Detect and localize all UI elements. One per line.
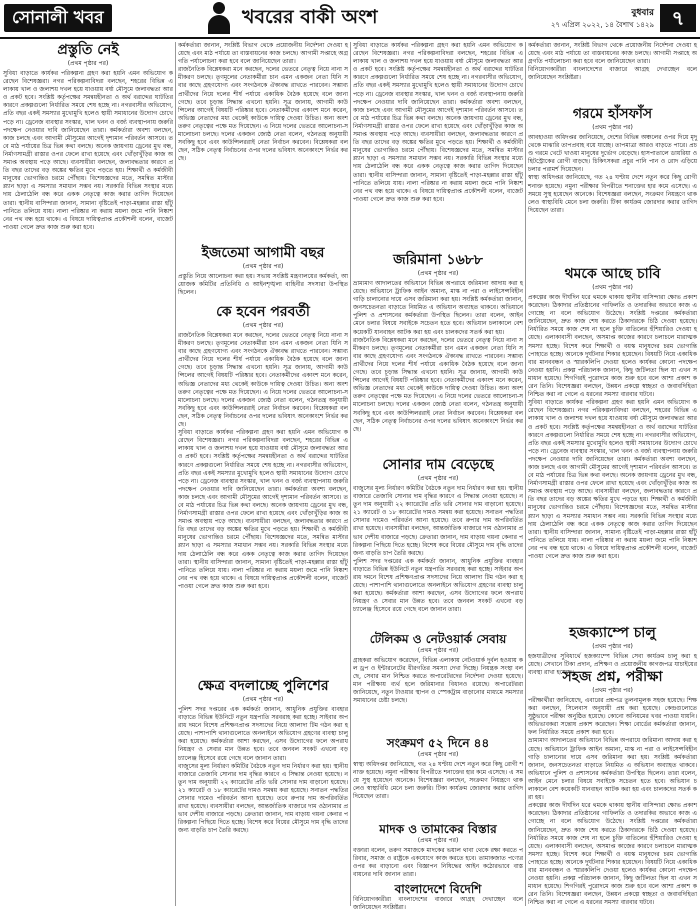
article-body: পরীক্ষার্থীরা জানিয়েছে, এবারের প্রশ্নপত্র তুলনামূলক সহজ হয়েছে। শিক্ষকরা বলছেন, সিলেবাস অনুযায়ী প্রশ্ন করা হয়েছে। কেন্দ্রগুলোতে সুষ্ঠুভাবে পরীক্ষা অনুষ্ঠিত হয়েছে। কোনো অনিয়মের খবর পাওয়া যায়নি। অভিভাবকরা সন্তোষ প্রকাশ করেছেন। শিক্ষা বোর্ডের কর্মকর্তারা জানান, ফল নির্ধারিত সময়ে প্রকাশ করা হবে। [528, 697, 697, 737]
article-continuation [528, 42, 697, 102]
article-body: হজযাত্রীদের সুবিধার্থে হজক্যাম্পে বিভিন্ন সেবা কার্যক্রম চালু করা হয়েছে। সেখানে টিকা প্রদান, প্রশিক্ষণ ও প্রয়োজনীয় কাগজপত্র যাচাইয়ের ব্যবস্থা রাখা হয়েছে। [528, 653, 697, 677]
article-body: কর্মকর্তারা জানান, সংশ্লিষ্ট বিভাগ থেকে প্রয়োজনীয় নির্দেশনা দেওয়া হয়েছে এবং মাঠ পর্যায়ে তা বাস্তবায়নের কাজ চলছে। আগামী সপ্তাহে অগ্রগতি পর্যালোচনা করা হবে বলে জানিয়েছেন তারা। [528, 42, 697, 66]
article-body: সুবিধা বাড়াতে কার্যকর পরিকল্পনা গ্রহণ করা হয়নি এমন অভিযোগ করেছেন বিশেষজ্ঞরা। নগর পরিকল্পনাবিদরা বলছেন, শহরের বিভিন্ন এলাকায় খাল ও জলাশয় দখল হয়ে যাওয়ায় বর্ষা মৌসুমে জলাবদ্ধতা আরও প্রকট হবে। সংশ্লিষ্ট কর্তৃপক্ষের সমন্বয়হীনতা ও অর্থ বরাদ্দের ঘাটতির কারণে প্রকল্পগুলো নির্ধারিত সময়ে শেষ হচ্ছে না। নগরবাসীর অভিযোগ, প্রতি বছর একই সমস্যার মুখোমুখি হলেও স্থায়ী সমাধানের উদ্যোগ চোখে পড়ে না। ড্রেনেজ ব্যবস্থার সংস্কার, খাল খনন ও বর্জ্য ব্যবস্থাপনায় জরুরি পদক্ষেপ নেওয়ার দাবি জানিয়েছেন তারা। কর্মকর্তারা অবশ্য বলছেন, কাজ চলছে এবং আগামী মৌসুমের আগেই দৃশ্যমান পরিবর্তন আসবে। তবে মাঠ পর্যায়ের চিত্র ভিন্ন কথা বলছে। অনেক জায়গায় ড্রেনের মুখ বন্ধ, নির্মাণসামগ্রী রাস্তার ওপর ফেলে রাখা হয়েছে এবং খোঁড়াখুঁড়ির কাজ অসমাপ্ত অবস্থায় পড়ে আছে। ব্যবসায়ীরা বলছেন, জলাবদ্ধতার কারণে প্রতি বছর তাদের বড় অঙ্কের ক্ষতির মুখে পড়তে হয়। শিক্ষার্থী ও কর্মজীবী মানুষের ভোগান্তিও চরমে পৌঁছায়। বিশেষজ্ঞদের মতে, সমন্বিত মাস্টারপ্ল্যান ছাড়া এ সমস্যার সমাধান সম্ভব নয়। সরকারি বিভিন্ন সংস্থার মধ্যে দায় ঠেলাঠেলি বন্ধ করে একক নেতৃত্বে কাজ করার তাগিদ দিয়েছেন তারা। স্থানীয় বাসিন্দারা জানান, সামান্য বৃষ্টিতেই পাড়া-মহল্লার রাস্তা হাঁটু পানিতে তলিয়ে যায়। নালা পরিষ্কার না করায় ময়লা জমে পানি নিষ্কাশনের পথ বন্ধ হয়ে থাকে। এ বিষয়ে দায়িত্বপ্রাপ্ত প্রকৌশলী বলেন, বাজেট পাওয়া গেলে দ্রুত কাজ শুরু করা হবে। [353, 42, 523, 203]
article-credit: (প্রথম পৃষ্ঠার পর) [592, 124, 633, 131]
article-body: কর্মকর্তারা জানান, সংশ্লিষ্ট বিভাগ থেকে প্রয়োজনীয় নির্দেশনা দেওয়া হয়েছে এবং মাঠ পর্যায়ে তা বাস্তবায়নের কাজ চলছে। আগামী সপ্তাহে অগ্রগতি পর্যালোচনা করা হবে বলে জানিয়েছেন তারা। [178, 42, 348, 66]
article-continuation [178, 42, 348, 242]
article-credit: (প্রথম পৃষ্ঠার পর) [67, 60, 109, 67]
article-headline: জরিমানা ১৬৮৮ [393, 252, 483, 268]
article-morone [353, 736, 523, 818]
column-3 [353, 42, 523, 912]
article-body: রাজনৈতিক বিশ্লেষকরা মনে করছেন, দলের ভেতরে নেতৃত্ব নিয়ে নানা সমীকরণ চলছে। তৃণমূলের নেতাকর্মীরা চান এমন একজন নেতা যিনি সবার কাছে গ্রহণযোগ্য এবং সংগঠনকে ঐক্যবদ্ধ রাখতে পারবেন। সম্ভাব্য প্রার্থীদের নিয়ে দলের শীর্ষ পর্যায়ে একাধিক বৈঠক হয়েছে বলে জানা গেছে। তবে চূড়ান্ত সিদ্ধান্ত এখনো হয়নি। সূত্র জানায়, আগামী কাউন্সিলের আগেই বিষয়টি পরিষ্কার হবে। নেতাকর্মীদের একাংশ মনে করেন, অভিজ্ঞ নেতাদের মধ্য থেকেই কাউকে দায়িত্ব দেওয়া উচিত। অন্য অংশ তরুণ নেতৃত্বের পক্ষে মত দিয়েছেন। এ নিয়ে দলের ভেতরে আলোচনা-সমালোচনা চলছে। দলের একজন জ্যেষ্ঠ নেতা বলেন, গঠনতন্ত্র অনুযায়ী সবকিছু হবে এবং কাউন্সিলররাই নেতা নির্বাচন করবেন। বিশ্লেষকরা বলছেন, সঠিক নেতৃত্ব নির্বাচনের ওপর দলের ভবিষ্যৎ অনেকাংশে নির্ভর করছে। [178, 332, 348, 429]
article-body: বিনিয়োগকারীরা বাংলাদেশের বাজারে আগ্রহ দেখাচ্ছেন বলে জানিয়েছেন সংশ্লিষ্টরা। [353, 896, 523, 912]
issue-day: বুধবার [631, 8, 654, 18]
article-headline: টেলিকম ও নেটওয়ার্ক সেবায় [369, 632, 507, 646]
article-headline: ইজতেমা আগামী বছর [201, 245, 325, 261]
article-bangladesh-bidesh [353, 882, 523, 912]
article-ijtema [178, 245, 348, 301]
article-headline: বাংলাদেশে বিদেশি [394, 882, 482, 896]
article-body: বাজুসের মূল্য নির্ধারণ কমিটির বৈঠকে নতুন দাম নির্ধারণ করা হয়। স্থানীয় বাজারে তেজাবি সোনার দাম বৃদ্ধির কারণে এ সিদ্ধান্ত নেওয়া হয়েছে। নতুন দাম অনুযায়ী ২২ ক্যারেটের প্রতি ভরি সোনার দাম বাড়ানো হয়েছে। ২১ ক্যারেট ও ১৮ ক্যারেটের দামও সমন্বয় করা হয়েছে। সনাতন পদ্ধতির সোনার দামেও পরিবর্তন আনা হয়েছে। তবে রুপার দাম অপরিবর্তিত রাখা হয়েছে। ব্যবসায়ীরা বলছেন, আন্তর্জাতিক বাজারে দাম ওঠানামার প্রভাব দেশীয় বাজারে পড়ছে। ক্রেতারা জানান, দাম বাড়ায় গয়না কেনার পরিকল্পনা পিছিয়ে দিতে হচ্ছে। বিশেষ করে বিয়ের মৌসুমে দাম বৃদ্ধি তাদের জন্য বাড়তি চাপ তৈরি করছে। [178, 762, 348, 835]
article-body: পুলিশ সদর দপ্তরের এক কর্মকর্তা জানান, আধুনিক প্রযুক্তির ব্যবহার বাড়াতে বিভিন্ন ইউনিটে নতুন যন্ত্রপাতি সরবরাহ করা হচ্ছে। সাইবার অপরাধ দমনে বিশেষ প্রশিক্ষণপ্রাপ্ত সদস্যদের নিয়ে আলাদা টিম গঠন করা হয়েছে। পাশাপাশি থানাগুলোতে অনলাইনে অভিযোগ গ্রহণের ব্যবস্থা চালু করা হয়েছে। কর্মকর্তারা আশা করছেন, এসব উদ্যোগের ফলে অপরাধ নিয়ন্ত্রণ ও সেবার মান উন্নত হবে। তবে জনবল সংকট এখনো বড় চ্যালেঞ্জ হিসেবে রয়ে গেছে বলে জানান তারা। [178, 706, 348, 762]
article-police [178, 678, 348, 906]
masthead-rule [0, 37, 700, 39]
article-headline: ক্ষেত্র বদলাচ্ছে পুলিশের [197, 678, 329, 694]
article-headline: সংক্রমণ ৫২ দিনে ৪৪ [386, 736, 490, 750]
article-continuation [353, 42, 523, 247]
column-4 [528, 42, 697, 906]
article-headline: সহজ প্রশ্ন, পরীক্ষা [562, 669, 663, 685]
article-jorimana [353, 252, 523, 452]
article-headline: সোনার দাম বেড়েছে [382, 457, 494, 473]
article-body: সুবিধা বাড়াতে কার্যকর পরিকল্পনা গ্রহণ করা হয়নি এমন অভিযোগ করেছেন বিশেষজ্ঞরা। নগর পরিকল্পনাবিদরা বলছেন, শহরের বিভিন্ন এলাকায় খাল ও জলাশয় দখল হয়ে যাওয়ায় বর্ষা মৌসুমে জলাবদ্ধতা আরও প্রকট হবে। সংশ্লিষ্ট কর্তৃপক্ষের সমন্বয়হীনতা ও অর্থ বরাদ্দের ঘাটতির কারণে প্রকল্পগুলো নির্ধারিত সময়ে শেষ হচ্ছে না। নগরবাসীর অভিযোগ, প্রতি বছর একই সমস্যার মুখোমুখি হলেও স্থায়ী সমাধানের উদ্যোগ চোখে পড়ে না। ড্রেনেজ ব্যবস্থার সংস্কার, খাল খনন ও বর্জ্য ব্যবস্থাপনায় জরুরি পদক্ষেপ নেওয়ার দাবি জানিয়েছেন তারা। কর্মকর্তারা অবশ্য বলছেন, কাজ চলছে এবং আগামী মৌসুমের আগেই দৃশ্যমান পরিবর্তন আসবে। তবে মাঠ পর্যায়ের চিত্র ভিন্ন কথা বলছে। অনেক জায়গায় ড্রেনের মুখ বন্ধ, নির্মাণসামগ্রী রাস্তার ওপর ফেলে রাখা হয়েছে এবং খোঁড়াখুঁড়ির কাজ অসমাপ্ত অবস্থায় পড়ে আছে। ব্যবসায়ীরা বলছেন, জলাবদ্ধতার কারণে প্রতি বছর তাদের বড় অঙ্কের ক্ষতির মুখে পড়তে হয়। শিক্ষার্থী ও কর্মজীবী মানুষের ভোগান্তিও চরমে পৌঁছায়। বিশেষজ্ঞদের মতে, সমন্বিত মাস্টারপ্ল্যান ছাড়া এ সমস্যার সমাধান সম্ভব নয়। সরকারি বিভিন্ন সংস্থার মধ্যে দায় ঠেলাঠেলি বন্ধ করে একক নেতৃত্বে কাজ করার তাগিদ দিয়েছেন তারা। স্থানীয় বাসিন্দারা জানান, সামান্য বৃষ্টিতেই পাড়া-মহল্লার রাস্তা হাঁটু পানিতে তলিয়ে যায়। নালা পরিষ্কার না করায় ময়লা জমে পানি নিষ্কাশনের পথ বন্ধ হয়ে থাকে। এ বিষয়ে দায়িত্বপ্রাপ্ত প্রকৌশলী বলেন, বাজেট পাওয়া গেলে দ্রুত কাজ শুরু করা হবে। [528, 399, 697, 560]
article-body: গ্রাহকরা অভিযোগ করেছেন, বিভিন্ন এলাকায় নেটওয়ার্ক দুর্বল হওয়ায় কল ড্রপ ও ইন্টারনেটের ধীরগতির সমস্যা দেখা দিচ্ছে। নিয়ন্ত্রক সংস্থা বলছে, সেবার মান নিশ্চিত করতে অপারেটরদের নির্দেশনা দেওয়া হয়েছে। মান পরীক্ষায় ব্যর্থ হলে জরিমানার বিধানও রয়েছে। অপারেটররা জানিয়েছে, নতুন টাওয়ার স্থাপন ও স্পেকট্রাম বাড়ানোর মাধ্যমে সমস্যার সমাধানের চেষ্টা চলছে। [353, 657, 523, 705]
article-headline: প্রস্তুতি নেই [57, 42, 119, 58]
person-silhouette-icon [206, 2, 232, 34]
article-thomke [528, 266, 697, 621]
article-credit: (প্রথম পৃষ্ঠার পর) [592, 284, 633, 291]
issue-date: ২৭ এপ্রিল ২০২২, ১৪ বৈশাখ ১৪২৯ [550, 21, 654, 29]
column-divider [525, 42, 526, 906]
section-title: খবরের বাকী অংশ [242, 6, 378, 28]
article-credit: (প্রথম পৃষ্ঠার পর) [592, 643, 633, 650]
article-ke-hoben [178, 304, 348, 674]
article-body: বিনিয়োগকারীরা বাংলাদেশের বাজারে আগ্রহ দেখাচ্ছেন বলে জানিয়েছেন সংশ্লিষ্টরা। [528, 66, 697, 82]
newspaper-logo: সোনালী খবর [4, 4, 112, 32]
article-credit: (প্রথম পৃষ্ঠার পর) [417, 270, 459, 277]
article-body: রাজনৈতিক বিশ্লেষকরা মনে করছেন, দলের ভেতরে নেতৃত্ব নিয়ে নানা সমীকরণ চলছে। তৃণমূলের নেতাকর্মীরা চান এমন একজন নেতা যিনি সবার কাছে গ্রহণযোগ্য এবং সংগঠনকে ঐক্যবদ্ধ রাখতে পারবেন। সম্ভাব্য প্রার্থীদের নিয়ে দলের শীর্ষ পর্যায়ে একাধিক বৈঠক হয়েছে বলে জানা গেছে। তবে চূড়ান্ত সিদ্ধান্ত এখনো হয়নি। সূত্র জানায়, আগামী কাউন্সিলের আগেই বিষয়টি পরিষ্কার হবে। নেতাকর্মীদের একাংশ মনে করেন, অভিজ্ঞ নেতাদের মধ্য থেকেই কাউকে দায়িত্ব দেওয়া উচিত। অন্য অংশ তরুণ নেতৃত্বের পক্ষে মত দিয়েছেন। এ নিয়ে দলের ভেতরে আলোচনা-সমালোচনা চলছে। দলের একজন জ্যেষ্ঠ নেতা বলেন, গঠনতন্ত্র অনুযায়ী সবকিছু হবে এবং কাউন্সিলররাই নেতা নির্বাচন করবেন। বিশ্লেষকরা বলছেন, সঠিক নেতৃত্ব নির্বাচনের ওপর দলের ভবিষ্যৎ অনেকাংশে নির্ভর করছে। [353, 336, 523, 433]
article-headline: মাদক ও তামাকের বিস্তার [379, 822, 497, 836]
article-credit: (প্রথম পৃষ্ঠার পর) [417, 475, 459, 482]
article-body: বাজুসের মূল্য নির্ধারণ কমিটির বৈঠকে নতুন দাম নির্ধারণ করা হয়। স্থানীয় বাজারে তেজাবি সোনার দাম বৃদ্ধির কারণে এ সিদ্ধান্ত নেওয়া হয়েছে। নতুন দাম অনুযায়ী ২২ ক্যারেটের প্রতি ভরি সোনার দাম বাড়ানো হয়েছে। ২১ ক্যারেট ও ১৮ ক্যারেটের দামও সমন্বয় করা হয়েছে। সনাতন পদ্ধতির সোনার দামেও পরিবর্তন আনা হয়েছে। তবে রুপার দাম অপরিবর্তিত রাখা হয়েছে। ব্যবসায়ীরা বলছেন, আন্তর্জাতিক বাজারে দাম ওঠানামার প্রভাব দেশীয় বাজারে পড়ছে। ক্রেতারা জানান, দাম বাড়ায় গয়না কেনার পরিকল্পনা পিছিয়ে দিতে হচ্ছে। বিশেষ করে বিয়ের মৌসুমে দাম বৃদ্ধি তাদের জন্য বাড়তি চাপ তৈরি করছে। [353, 485, 523, 557]
article-body: প্রস্তুতি নিয়ে আলোচনা করা হয়। সভায় সংশ্লিষ্ট মন্ত্রণালয়ের কর্মকর্তা, আয়োজক কমিটির প্রতিনিধি ও আইনশৃঙ্খলা বাহিনীর সদস্যরা উপস্থিত ছিলেন। [178, 273, 348, 297]
article-shonar-dam [353, 457, 523, 627]
article-headline: হজক্যাম্পে চালু [569, 625, 656, 641]
article-credit: (প্রথম পৃষ্ঠার পর) [417, 837, 459, 844]
article-gorom [528, 106, 697, 261]
article-credit: (প্রথম পৃষ্ঠার পর) [417, 751, 459, 758]
article-credit: (প্রথম পৃষ্ঠার পর) [242, 696, 284, 703]
article-headline: থমকে আছে চাবি [564, 266, 661, 282]
article-body: প্রকল্পের কাজ দীর্ঘদিন ধরে থমকে থাকায় স্থানীয় বাসিন্দারা ক্ষোভ প্রকাশ করেছেন। ঠিকাদার প্রতিষ্ঠানের গাফিলতি ও তদারকির অভাবে কাজ এগোচ্ছে না বলে অভিযোগ উঠেছে। সংশ্লিষ্ট দপ্তরের কর্মকর্তারা জানিয়েছেন, দ্রুত কাজ শেষ করতে ঠিকাদারকে চিঠি দেওয়া হয়েছে। নির্ধারিত সময়ে কাজ শেষ না হলে চুক্তি বাতিলের হুঁশিয়ারিও দেওয়া হয়েছে। এলাকাবাসী বলছেন, অসমাপ্ত কাজের কারণে চলাচলে মারাত্মক সমস্যা হচ্ছে। বিশেষ করে শিক্ষার্থী ও বয়স্ক মানুষদের চরম ভোগান্তি পোহাতে হচ্ছে। অনেকে দুর্ঘটনার শিকার হয়েছেন। বিষয়টি নিয়ে একাধিকবার মানববন্ধন ও স্মারকলিপি দেওয়া হলেও কার্যকর কোনো পদক্ষেপ নেওয়া হয়নি। প্রকল্প পরিচালক জানান, কিছু জটিলতা ছিল যা এখন সমাধান হয়েছে। শিগগিরই পুরোদমে কাজ শুরু হবে বলে আশা প্রকাশ করেন তিনি। বিশেষজ্ঞরা বলছেন, উন্নয়ন প্রকল্পে স্বচ্ছতা ও জবাবদিহিতা নিশ্চিত করা না গেলে এ ধরনের সমস্যা বারবার ঘটবে। [528, 294, 697, 399]
article-body: বক্তারা বলেন, তরুণ সমাজকে মাদকের ভয়াল থাবা থেকে রক্ষা করতে পরিবার, সমাজ ও রাষ্ট্রকে একযোগে কাজ করতে হবে। তামাকজাত পণ্যের ওপর কর বাড়ানো এবং বিজ্ঞাপন নিষিদ্ধের আইন কঠোরভাবে বাস্তবায়নের দাবি জানান তারা। [353, 847, 523, 879]
column-divider [175, 42, 176, 906]
article-body: সুবিধা বাড়াতে কার্যকর পরিকল্পনা গ্রহণ করা হয়নি এমন অভিযোগ করেছেন বিশেষজ্ঞরা। নগর পরিকল্পনাবিদরা বলছেন, শহরের বিভিন্ন এলাকায় খাল ও জলাশয় দখল হয়ে যাওয়ায় বর্ষা মৌসুমে জলাবদ্ধতা আরও প্রকট হবে। সংশ্লিষ্ট কর্তৃপক্ষের সমন্বয়হীনতা ও অর্থ বরাদ্দের ঘাটতির কারণে প্রকল্পগুলো নির্ধারিত সময়ে শেষ হচ্ছে না। নগরবাসীর অভিযোগ, প্রতি বছর একই সমস্যার মুখোমুখি হলেও স্থায়ী সমাধানের উদ্যোগ চোখে পড়ে না। ড্রেনেজ ব্যবস্থার সংস্কার, খাল খনন ও বর্জ্য ব্যবস্থাপনায় জরুরি পদক্ষেপ নেওয়ার দাবি জানিয়েছেন তারা। কর্মকর্তারা অবশ্য বলছেন, কাজ চলছে এবং আগামী মৌসুমের আগেই দৃশ্যমান পরিবর্তন আসবে। তবে মাঠ পর্যায়ের চিত্র ভিন্ন কথা বলছে। অনেক জায়গায় ড্রেনের মুখ বন্ধ, নির্মাণসামগ্রী রাস্তার ওপর ফেলে রাখা হয়েছে এবং খোঁড়াখুঁড়ির কাজ অসমাপ্ত অবস্থায় পড়ে আছে। ব্যবসায়ীরা বলছেন, জলাবদ্ধতার কারণে প্রতি বছর তাদের বড় অঙ্কের ক্ষতির মুখে পড়তে হয়। শিক্ষার্থী ও কর্মজীবী মানুষের ভোগান্তিও চরমে পৌঁছায়। বিশেষজ্ঞদের মতে, সমন্বিত মাস্টারপ্ল্যান ছাড়া এ সমস্যার সমাধান সম্ভব নয়। সরকারি বিভিন্ন সংস্থার মধ্যে দায় ঠেলাঠেলি বন্ধ করে একক নেতৃত্বে কাজ করার তাগিদ দিয়েছেন তারা। স্থানীয় বাসিন্দারা জানান, সামান্য বৃষ্টিতেই পাড়া-মহল্লার রাস্তা হাঁটু পানিতে তলিয়ে যায়। নালা পরিষ্কার না করায় ময়লা জমে পানি নিষ্কাশনের পথ বন্ধ হয়ে থাকে। এ বিষয়ে দায়িত্বপ্রাপ্ত প্রকৌশলী বলেন, বাজেট পাওয়া গেলে দ্রুত কাজ শুরু করা হবে। [178, 429, 348, 590]
masthead [0, 0, 700, 36]
article-telecom [353, 632, 523, 732]
column-divider [350, 42, 351, 906]
page-number: ৭ [660, 4, 696, 32]
article-body: সুবিধা বাড়াতে কার্যকর পরিকল্পনা গ্রহণ করা হয়নি এমন অভিযোগ করেছেন বিশেষজ্ঞরা। নগর পরিকল্পনাবিদরা বলছেন, শহরের বিভিন্ন এলাকায় খাল ও জলাশয় দখল হয়ে যাওয়ায় বর্ষা মৌসুমে জলাবদ্ধতা আরও প্রকট হবে। সংশ্লিষ্ট কর্তৃপক্ষের সমন্বয়হীনতা ও অর্থ বরাদ্দের ঘাটতির কারণে প্রকল্পগুলো নির্ধারিত সময়ে শেষ হচ্ছে না। নগরবাসীর অভিযোগ, প্রতি বছর একই সমস্যার মুখোমুখি হলেও স্থায়ী সমাধানের উদ্যোগ চোখে পড়ে না। ড্রেনেজ ব্যবস্থার সংস্কার, খাল খনন ও বর্জ্য ব্যবস্থাপনায় জরুরি পদক্ষেপ নেওয়ার দাবি জানিয়েছেন তারা। কর্মকর্তারা অবশ্য বলছেন, কাজ চলছে এবং আগামী মৌসুমের আগেই দৃশ্যমান পরিবর্তন আসবে। তবে মাঠ পর্যায়ের চিত্র ভিন্ন কথা বলছে। অনেক জায়গায় ড্রেনের মুখ বন্ধ, নির্মাণসামগ্রী রাস্তার ওপর ফেলে রাখা হয়েছে এবং খোঁড়াখুঁড়ির কাজ অসমাপ্ত অবস্থায় পড়ে আছে। ব্যবসায়ীরা বলছেন, জলাবদ্ধতার কারণে প্রতি বছর তাদের বড় অঙ্কের ক্ষতির মুখে পড়তে হয়। শিক্ষার্থী ও কর্মজীবী মানুষের ভোগান্তিও চরমে পৌঁছায়। বিশেষজ্ঞদের মতে, সমন্বিত মাস্টারপ্ল্যান ছাড়া এ সমস্যার সমাধান সম্ভব নয়। সরকারি বিভিন্ন সংস্থার মধ্যে দায় ঠেলাঠেলি বন্ধ করে একক নেতৃত্বে কাজ করার তাগিদ দিয়েছেন তারা। স্থানীয় বাসিন্দারা জানান, সামান্য বৃষ্টিতেই পাড়া-মহল্লার রাস্তা হাঁটু পানিতে তলিয়ে যায়। নালা পরিষ্কার না করায় ময়লা জমে পানি নিষ্কাশনের পথ বন্ধ হয়ে থাকে। এ বিষয়ে দায়িত্বপ্রাপ্ত প্রকৌশলী বলেন, বাজেট পাওয়া গেলে দ্রুত কাজ শুরু করা হবে। [3, 70, 173, 231]
article-credit: (প্রথম পৃষ্ঠার পর) [242, 322, 284, 329]
article-body: পুলিশ সদর দপ্তরের এক কর্মকর্তা জানান, আধুনিক প্রযুক্তির ব্যবহার বাড়াতে বিভিন্ন ইউনিটে নতুন যন্ত্রপাতি সরবরাহ করা হচ্ছে। সাইবার অপরাধ দমনে বিশেষ প্রশিক্ষণপ্রাপ্ত সদস্যদের নিয়ে আলাদা টিম গঠন করা হয়েছে। পাশাপাশি থানাগুলোতে অনলাইনে অভিযোগ গ্রহণের ব্যবস্থা চালু করা হয়েছে। কর্মকর্তারা আশা করছেন, এসব উদ্যোগের ফলে অপরাধ নিয়ন্ত্রণ ও সেবার মান উন্নত হবে। তবে জনবল সংকট এখনো বড় চ্যালেঞ্জ হিসেবে রয়ে গেছে বলে জানান তারা। [353, 557, 523, 614]
article-body: প্রকল্পের কাজ দীর্ঘদিন ধরে থমকে থাকায় স্থানীয় বাসিন্দারা ক্ষোভ প্রকাশ করেছেন। ঠিকাদার প্রতিষ্ঠানের গাফিলতি ও তদারকির অভাবে কাজ এগোচ্ছে না বলে অভিযোগ উঠেছে। সংশ্লিষ্ট দপ্তরের কর্মকর্তারা জানিয়েছেন, দ্রুত কাজ শেষ করতে ঠিকাদারকে চিঠি দেওয়া হয়েছে। নির্ধারিত সময়ে কাজ শেষ না হলে চুক্তি বাতিলের হুঁশিয়ারিও দেওয়া হয়েছে। এলাকাবাসী বলছেন, অসমাপ্ত কাজের কারণে চলাচলে মারাত্মক সমস্যা হচ্ছে। বিশেষ করে শিক্ষার্থী ও বয়স্ক মানুষদের চরম ভোগান্তি পোহাতে হচ্ছে। অনেকে দুর্ঘটনার শিকার হয়েছেন। বিষয়টি নিয়ে একাধিকবার মানববন্ধন ও স্মারকলিপি দেওয়া হলেও কার্যকর কোনো পদক্ষেপ নেওয়া হয়নি। প্রকল্প পরিচালক জানান, কিছু জটিলতা ছিল যা এখন সমাধান হয়েছে। শিগগিরই পুরোদমে কাজ শুরু হবে বলে আশা প্রকাশ করেন তিনি। বিশেষজ্ঞরা বলছেন, উন্নয়ন প্রকল্পে স্বচ্ছতা ও জবাবদিহিতা নিশ্চিত করা না গেলে এ ধরনের সমস্যা বারবার ঘটবে। [528, 802, 697, 907]
article-credit: (প্রথম পৃষ্ঠার পর) [417, 647, 459, 654]
article-body: স্বাস্থ্য অধিদপ্তর জানিয়েছে, গত ২৪ ঘণ্টায় দেশে নতুন করে কিছু রোগী শনাক্ত হয়েছে। নমুনা পরীক্ষার বিপরীতে শনাক্তের হার কমে এসেছে। এ সময়ে সুস্থ হয়েছেন অনেকে। বিশেষজ্ঞরা বলছেন, সংক্রমণ নিয়ন্ত্রণে থাকলেও স্বাস্থ্যবিধি মেনে চলা জরুরি। টিকা কার্যক্রম জোরদার করার তাগিদ দিয়েছেন তারা। [528, 174, 697, 214]
column-2 [178, 42, 348, 906]
article-body: ভ্রাম্যমাণ আদালতের অভিযানে বিভিন্ন অপরাধে জরিমানা আদায় করা হয়েছে। অভিযানে ট্রাফিক আইন অমান্য, মাস্ক না পরা ও লাইসেন্সবিহীন গাড়ি চালানোর দায়ে এসব জরিমানা করা হয়। সংশ্লিষ্ট কর্মকর্তারা জানান, জনসচেতনতা বাড়াতে নিয়মিত এ অভিযান অব্যাহত থাকবে। অভিযানে পুলিশ ও প্রশাসনের কর্মকর্তারা উপস্থিত ছিলেন। তারা বলেন, আইন মেনে চলার বিষয়ে সবাইকে সচেতন হতে হবে। অভিযান চলাকালে বেশ কয়েকটি যানবাহন আটক করা হয় এবং চালকদের সতর্ক করা হয়। [528, 737, 697, 802]
article-body: রাজনৈতিক বিশ্লেষকরা মনে করছেন, দলের ভেতরে নেতৃত্ব নিয়ে নানা সমীকরণ চলছে। তৃণমূলের নেতাকর্মীরা চান এমন একজন নেতা যিনি সবার কাছে গ্রহণযোগ্য এবং সংগঠনকে ঐক্যবদ্ধ রাখতে পারবেন। সম্ভাব্য প্রার্থীদের নিয়ে দলের শীর্ষ পর্যায়ে একাধিক বৈঠক হয়েছে বলে জানা গেছে। তবে চূড়ান্ত সিদ্ধান্ত এখনো হয়নি। সূত্র জানায়, আগামী কাউন্সিলের আগেই বিষয়টি পরিষ্কার হবে। নেতাকর্মীদের একাংশ মনে করেন, অভিজ্ঞ নেতাদের মধ্য থেকেই কাউকে দায়িত্ব দেওয়া উচিত। অন্য অংশ তরুণ নেতৃত্বের পক্ষে মত দিয়েছেন। এ নিয়ে দলের ভেতরে আলোচনা-সমালোচনা চলছে। দলের একজন জ্যেষ্ঠ নেতা বলেন, গঠনতন্ত্র অনুযায়ী সবকিছু হবে এবং কাউন্সিলররাই নেতা নির্বাচন করবেন। বিশ্লেষকরা বলছেন, সঠিক নেতৃত্ব নির্বাচনের ওপর দলের ভবিষ্যৎ অনেকাংশে নির্ভর করছে। [178, 66, 348, 163]
article-credit: (প্রথম পৃষ্ঠার পর) [592, 687, 633, 694]
article-body: ভ্রাম্যমাণ আদালতের অভিযানে বিভিন্ন অপরাধে জরিমানা আদায় করা হয়েছে। অভিযানে ট্রাফিক আইন অমান্য, মাস্ক না পরা ও লাইসেন্সবিহীন গাড়ি চালানোর দায়ে এসব জরিমানা করা হয়। সংশ্লিষ্ট কর্মকর্তারা জানান, জনসচেতনতা বাড়াতে নিয়মিত এ অভিযান অব্যাহত থাকবে। অভিযানে পুলিশ ও প্রশাসনের কর্মকর্তারা উপস্থিত ছিলেন। তারা বলেন, আইন মেনে চলার বিষয়ে সবাইকে সচেতন হতে হবে। অভিযান চলাকালে বেশ কয়েকটি যানবাহন আটক করা হয় এবং চালকদের সতর্ক করা হয়। [353, 280, 523, 336]
article-sohoj-proshno [528, 669, 697, 906]
article-credit: (প্রথম পৃষ্ঠার পর) [242, 263, 284, 270]
article-body: আবহাওয়া অধিদপ্তর জানিয়েছে, দেশের বিভিন্ন অঞ্চলের ওপর দিয়ে মৃদু থেকে মাঝারি তাপপ্রবাহ বয়ে যাচ্ছে। তাপমাত্রা আরও বাড়তে পারে। প্রচণ্ড গরমে খেটে খাওয়া মানুষের দুর্ভোগ বেড়েছে। হাসপাতালে ডায়রিয়া ও হিটস্ট্রোকের রোগী বাড়ছে। চিকিৎসকরা প্রচুর পানি পান ও রোদ এড়িয়ে চলার পরামর্শ দিয়েছেন। [528, 134, 697, 174]
article-headline: গরমে হাঁসফাঁস [572, 106, 653, 122]
article-prostuti [3, 42, 173, 906]
column-1 [3, 42, 173, 906]
article-headline: কে হবেন পরবর্তী [216, 304, 310, 320]
article-body: স্বাস্থ্য অধিদপ্তর জানিয়েছে, গত ২৪ ঘণ্টায় দেশে নতুন করে কিছু রোগী শনাক্ত হয়েছে। নমুনা পরীক্ষার বিপরীতে শনাক্তের হার কমে এসেছে। এ সময়ে সুস্থ হয়েছেন অনেকে। বিশেষজ্ঞরা বলছেন, সংক্রমণ নিয়ন্ত্রণে থাকলেও স্বাস্থ্যবিধি মেনে চলা জরুরি। টিকা কার্যক্রম জোরদার করার তাগিদ দিয়েছেন তারা। [353, 761, 523, 801]
article-madok [353, 822, 523, 878]
